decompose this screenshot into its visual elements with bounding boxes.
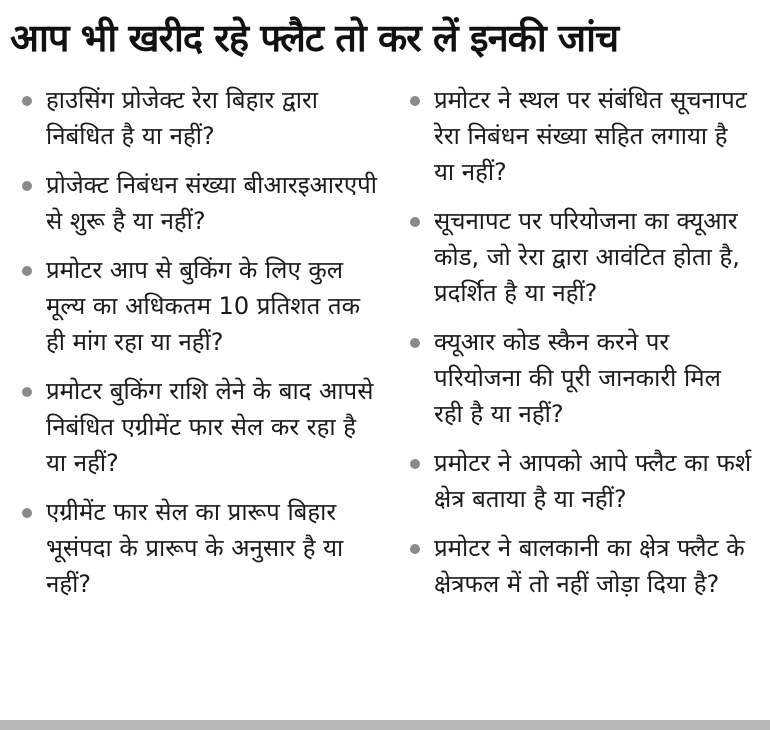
bullet-icon bbox=[410, 96, 420, 106]
checklist-item-text: सूचनापट पर परियोजना का क्यूआर कोड, जो रेरा द्वारा आवंटित होता है, प्रदर्शित है या नहीं? bbox=[434, 207, 740, 307]
bottom-divider bbox=[0, 720, 770, 730]
bullet-icon bbox=[22, 266, 32, 276]
bullet-icon bbox=[22, 508, 32, 518]
checklist-item bbox=[20, 167, 380, 239]
checklist-item-text: प्रमोटर ने आपको आपे फ्लैट का फर्श क्षेत्र बताया है या नहीं? bbox=[434, 449, 752, 513]
left-checklist bbox=[20, 82, 380, 615]
checklist-item-text: हाउसिंग प्रोजेक्ट रेरा बिहार द्वारा निबंधित है या नहीं? bbox=[46, 86, 319, 150]
headline: आप भी खरीद रहे फ्लैट तो कर लें इनकी जांच bbox=[10, 16, 619, 60]
right-checklist bbox=[408, 82, 753, 615]
checklist-item-text: एग्रीमेंट फार सेल का प्रारूप बिहार भूसंपदा के प्रारूप के अनुसार है या नहीं? bbox=[46, 498, 344, 598]
checklist-item-text: प्रोजेक्ट निबंधन संख्या बीआरइआरएपी से शुरू है या नहीं? bbox=[46, 171, 377, 235]
bullet-icon bbox=[410, 544, 420, 554]
checklist-item-text: प्रमोटर ने स्थल पर संबंधित सूचनापट रेरा निबंधन संख्या सहित लगाया है या नहीं? bbox=[434, 86, 747, 186]
checklist-item bbox=[20, 373, 380, 481]
checklist-item bbox=[20, 494, 380, 602]
checklist-item-text: प्रमोटर ने बालकानी का क्षेत्र फ्लैट के क्षेत्रफल में तो नहीं जोड़ा दिया है? bbox=[434, 534, 745, 598]
bullet-icon bbox=[410, 338, 420, 348]
bullet-icon bbox=[22, 181, 32, 191]
checklist-item bbox=[408, 445, 753, 517]
bullet-icon bbox=[410, 217, 420, 227]
bullet-icon bbox=[22, 96, 32, 106]
checklist-item bbox=[20, 82, 380, 154]
checklist-item-text: प्रमोटर आप से बुकिंग के लिए कुल मूल्य का अधिकतम 10 प्रतिशत तक ही मांग रहा या नहीं? bbox=[46, 256, 361, 356]
checklist-item bbox=[408, 324, 753, 432]
checklist-item bbox=[20, 252, 380, 360]
bullet-icon bbox=[22, 387, 32, 397]
checklist-item-text: प्रमोटर बुकिंग राशि लेने के बाद आपसे निबंधित एग्रीमेंट फार सेल कर रहा है या नहीं? bbox=[46, 377, 374, 477]
checklist-item-text: क्यूआर कोड स्कैन करने पर परियोजना की पूरी जानकारी मिल रही है या नहीं? bbox=[434, 328, 721, 428]
checklist-item bbox=[408, 203, 753, 311]
checklist-item bbox=[408, 82, 753, 190]
checklist-item bbox=[408, 530, 753, 602]
bullet-icon bbox=[410, 459, 420, 469]
